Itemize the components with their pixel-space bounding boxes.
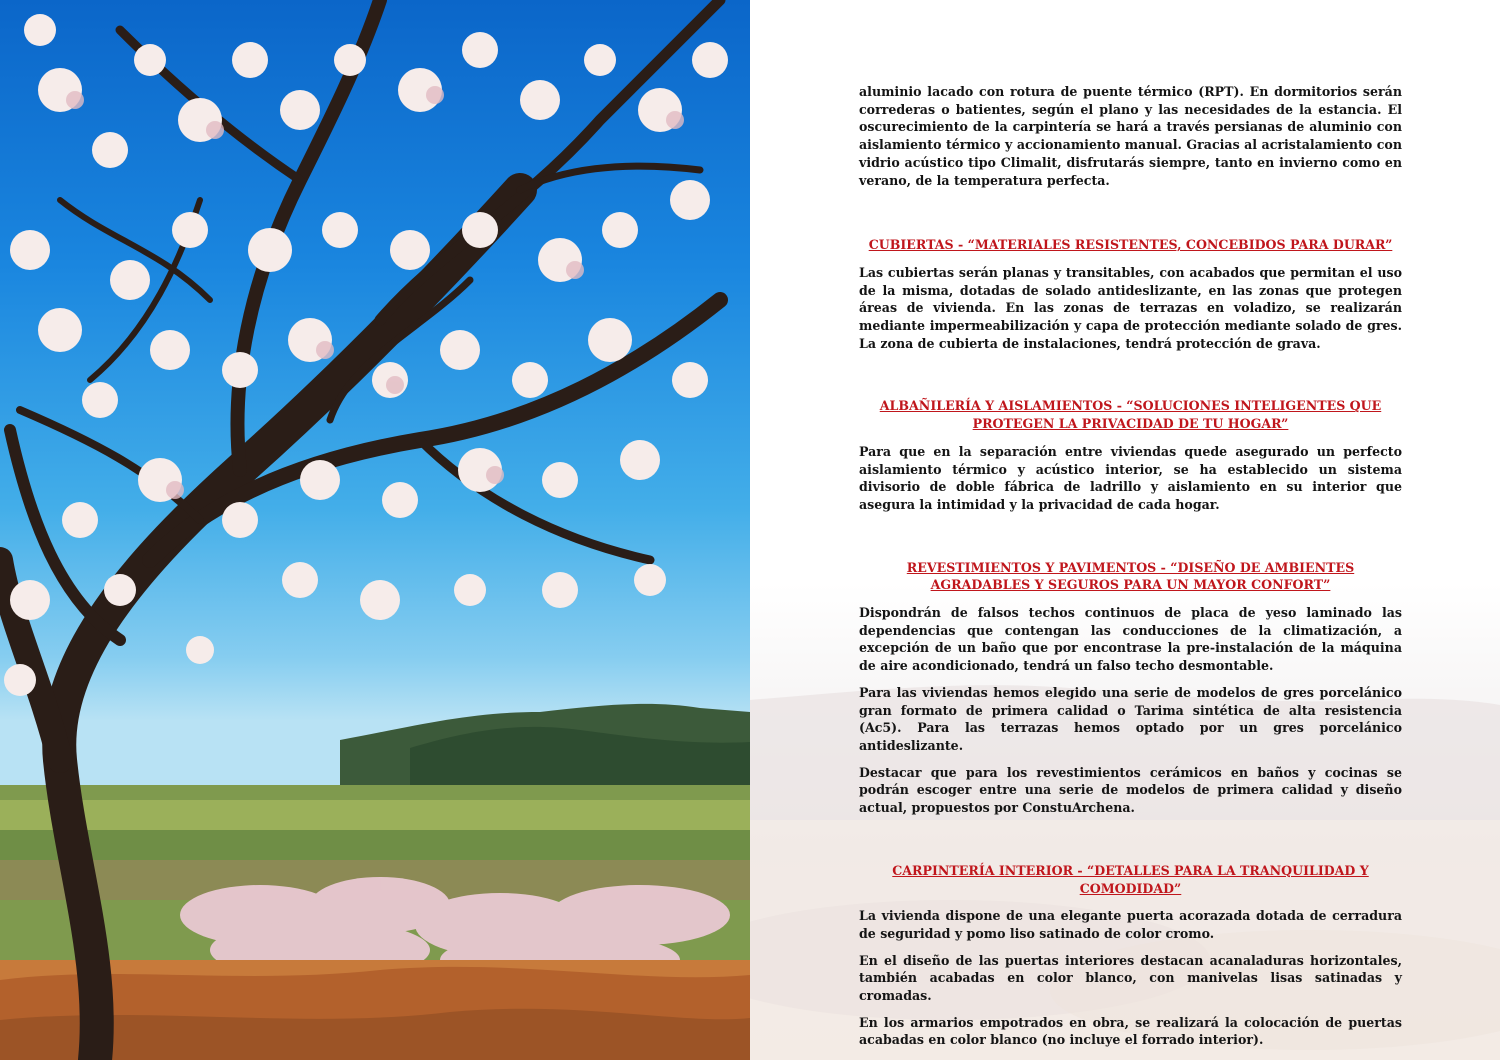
section-paragraph: En los armarios empotrados en obra, se realizará la colocación de puertas acabadas en color blanco (no incluye el forrado interior). xyxy=(859,1014,1402,1048)
section-heading-albanileria: ALBAÑILERÍA Y AISLAMIENTOS - “SOLUCIONES INTELIGENTES QUE PROTEGEN LA PRIVACIDAD DE TU HOGAR” xyxy=(879,398,1382,432)
text-page xyxy=(750,0,1500,1060)
section-paragraph: Destacar que para los revestimientos cerámicos en baños y cocinas se podrán escoger entre una serie de modelos de primera calidad y diseño actual, propuestos por ConstuArchena. xyxy=(859,764,1402,816)
section-heading-carpinteria: CARPINTERÍA INTERIOR - “DETALLES PARA LA TRANQUILIDAD Y COMODIDAD” xyxy=(892,862,1369,896)
intro-paragraph: aluminio lacado con rotura de puente térmico (RPT). En dormitorios serán correderas o batientes, según el plano y las necesidades de la estancia. El oscurecimiento de la carpintería se hará a través persianas de aluminio con aislamiento térmico y accionamiento manual. Gracias al acristalamiento con vidrio acústico tipo Climalit, disfrutarás siempre, tanto en invierno como en verano, de la temperatura perfecta. xyxy=(859,84,1402,188)
section-heading-revestimientos: REVESTIMIENTOS Y PAVIMENTOS - “DISEÑO DE AMBIENTES AGRADABLES Y SEGUROS PARA UN MAYOR CONFORT” xyxy=(906,559,1355,593)
section-paragraph: Para que en la separación entre viviendas quede asegurado un perfecto aislamiento térmico y acústico interior, se ha establecido un sistema divisorio de doble fábrica de ladrillo y aislamiento en su interior que asegura la intimidad y la privacidad de cada hogar. xyxy=(859,443,1402,512)
section-paragraph: Dispondrán de falsos techos continuos de placa de yeso laminado las dependencias que contengan las conducciones de la climatización, a excepción de un baño que por encontrase la pre-instalación de la máquina de aire acondicionado, tendrá un falso techo desmontable. xyxy=(859,605,1402,674)
section-paragraph: Las cubiertas serán planas y transitables, con acabados que permitan el uso de la misma, dotadas de solado antideslizante, en las zonas que protegen áreas de vivienda. En las zonas de terrazas en voladizo, se realizarán mediante impermeabilización y capa de protección mediante solado de gres. La zona de cubierta de instalaciones, tendrá protección de grava. xyxy=(859,264,1402,351)
section-paragraph: En el diseño de las puertas interiores destacan acanaladuras horizontales, también acabadas en color blanco, con manivelas lisas satinadas y cromadas. xyxy=(859,952,1402,1004)
section-paragraph: Para las viviendas hemos elegido una serie de modelos de gres porcelánico gran formato de primera calidad o Tarima sintética de alta resistencia (Ac5). Para las terrazas hemos optado por un gres porcelánico antideslizante. xyxy=(859,684,1402,753)
section-paragraph: La vivienda dispone de una elegante puerta acorazada dotada de cerradura de seguridad y pomo liso satinado de color cromo. xyxy=(859,908,1402,941)
specifications-text xyxy=(859,83,1402,1058)
section-heading-cubiertas: CUBIERTAS - “MATERIALES RESISTENTES, CONCEBIDOS PARA DURAR” xyxy=(868,237,1393,253)
